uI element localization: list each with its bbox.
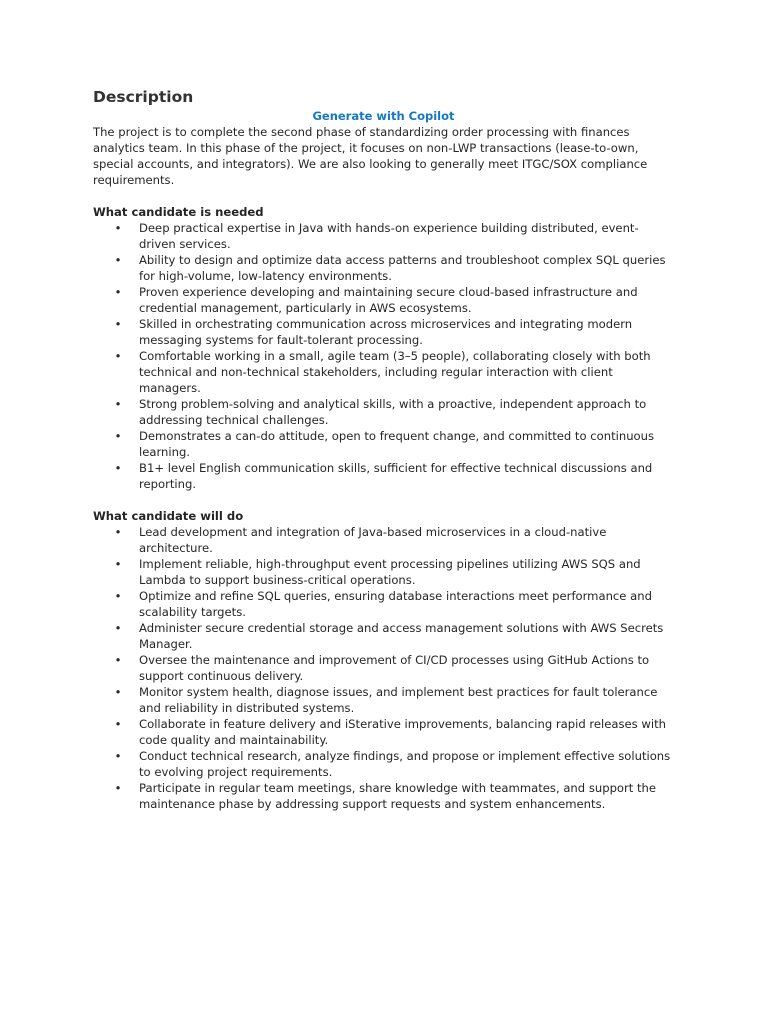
bullet-icon: • [114,285,122,299]
bullet-icon: • [114,557,122,571]
list-item: • Ability to design and optimize data access patterns and troubleshoot complex SQL queries for high-volume, low-latency environments. [114,253,666,283]
bullet-icon: • [114,429,122,443]
bullet-icon: • [114,253,122,267]
spacer [93,492,673,508]
list-item: • Demonstrates a can-do attitude, open to frequent change, and committed to continuous learning. [114,429,655,459]
bullet-icon: • [114,221,122,235]
list-item: • B1+ level English communication skills, sufficient for effective technical discussions and reporting. [114,461,653,491]
bullet-icon: • [114,653,122,667]
will-do-heading: What candidate will do [93,509,244,523]
list-item: • Deep practical expertise in Java with hands-on experience building distributed, event-driven services. [114,221,639,251]
list-item: • Participate in regular team meetings, share knowledge with teammates, and support the maintenance phase by addressing support requests and system enhancements. [114,781,657,811]
list-item: • Proven experience developing and maintaining secure cloud-based infrastructure and credential management, particularly in AWS ecosystems. [114,285,638,315]
list-item: • Monitor system health, diagnose issues, and implement best practices for fault tolerance and reliability in distributed systems. [114,685,658,715]
list-item: • Skilled in orchestrating communication across microservices and integrating modern messaging systems for fault-tolerant processing. [114,317,633,347]
bullet-icon: • [114,525,122,539]
bullet-icon: • [114,781,122,795]
bullet-icon: • [114,397,122,411]
job-description [93,86,673,812]
spacer [93,188,673,204]
bullet-icon: • [114,349,122,363]
needed-heading: What candidate is needed [93,205,264,219]
list-item: • Lead development and integration of Java-based microservices in a cloud-native architecture. [114,525,607,555]
bullet-icon: • [114,589,122,603]
list-item: • Collaborate in feature delivery and iSterative improvements, balancing rapid releases with code quality and maintainability. [114,717,666,747]
list-item: • Optimize and refine SQL queries, ensuring database interactions meet performance and scalability targets. [114,589,652,619]
generate-with-copilot-link[interactable]: Generate with Copilot [312,109,455,123]
list-item: • Administer secure credential storage and access management solutions with AWS Secrets Manager. [114,621,664,651]
needed-list [93,220,673,492]
bullet-icon: • [114,717,122,731]
bullet-icon: • [114,685,122,699]
list-item: • Implement reliable, high-throughput event processing pipelines utilizing AWS SQS and Lambda to support business-critical operations. [114,557,641,587]
bullet-icon: • [114,749,122,763]
description-intro: The project is to complete the second phase of standardizing order processing with finances analytics team. In this phase of the project, it focuses on non-LWP transactions (lease-to-own, special accounts, and integrators). We are also looking to generally meet ITGC/SOX compliance requirements. [93,125,648,187]
list-item: • Oversee the maintenance and improvement of CI/CD processes using GitHub Actions to support continuous delivery. [114,653,650,683]
list-item: • Comfortable working in a small, agile team (3–5 people), collaborating closely with both technical and non-technical stakeholders, including regular interaction with client managers. [114,349,651,395]
description-heading: Description [93,88,194,106]
bullet-icon: • [114,461,122,475]
list-item: • Strong problem-solving and analytical skills, with a proactive, independent approach to addressing technical challenges. [114,397,647,427]
bullet-icon: • [114,317,122,331]
list-item: • Conduct technical research, analyze findings, and propose or implement effective solutions to evolving project requirements. [114,749,671,779]
bullet-icon: • [114,621,122,635]
will-do-list [93,524,673,812]
